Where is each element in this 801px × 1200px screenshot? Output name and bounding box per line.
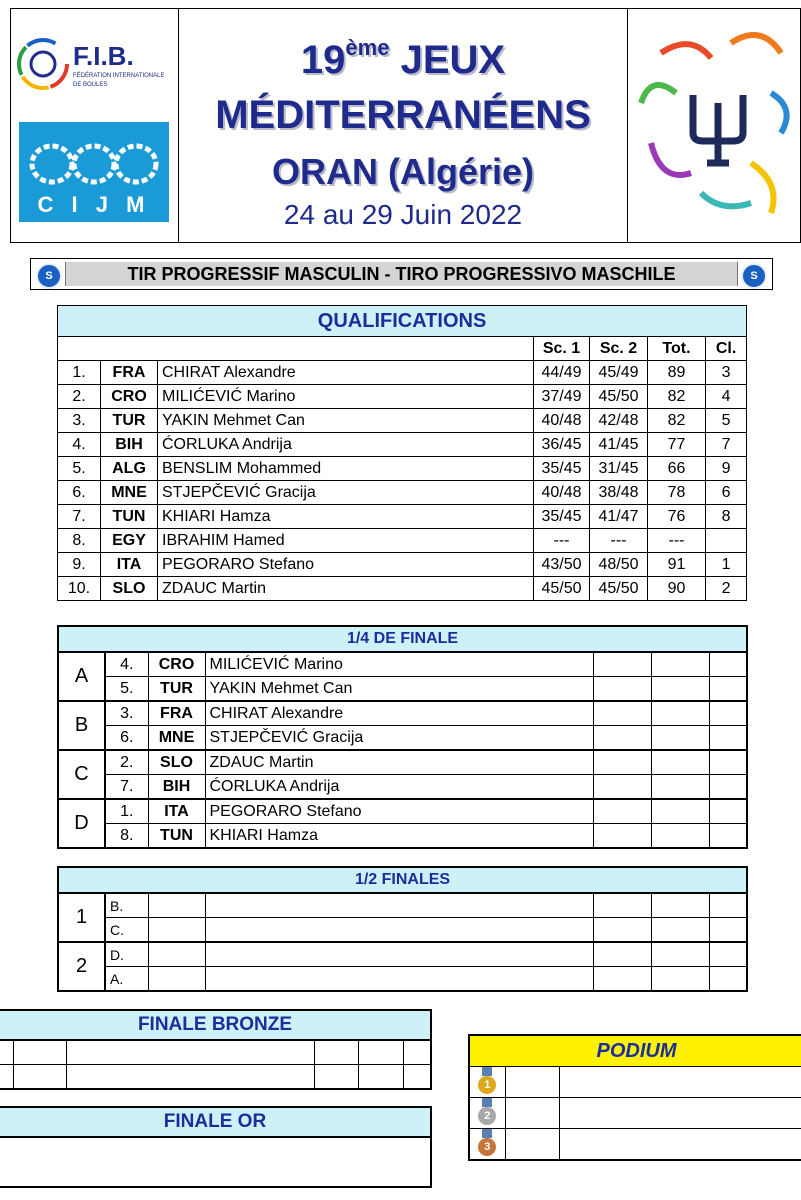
rank-cell: 5. xyxy=(58,457,101,481)
qualifications-table xyxy=(57,305,747,601)
table-row xyxy=(58,481,747,505)
sport-badge-icon: S xyxy=(36,263,62,289)
classement-cell: 1 xyxy=(706,553,747,577)
table-row xyxy=(0,1137,431,1187)
country-cell: CRO xyxy=(101,385,158,409)
sport-badge-icon: S xyxy=(741,263,767,289)
player-name: ZDAUC Martin xyxy=(158,577,534,601)
country-cell: MNE xyxy=(148,726,205,751)
table-row xyxy=(58,577,747,601)
table-row xyxy=(58,361,747,385)
score-cell xyxy=(651,775,709,800)
country-cell: BIH xyxy=(148,775,205,800)
title-line-2: MÉDITERRANÉENS xyxy=(215,93,591,137)
score-2-cell: 41/47 xyxy=(590,505,648,529)
table-row xyxy=(58,824,747,849)
podium-row xyxy=(469,1067,801,1098)
country-cell: ITA xyxy=(148,799,205,824)
podium-table xyxy=(468,1034,801,1161)
score-cell xyxy=(709,942,747,967)
score-1-cell: 36/45 xyxy=(534,433,590,457)
slot-label: C. xyxy=(105,918,148,943)
score-1-cell: 43/50 xyxy=(534,553,590,577)
table-row xyxy=(58,942,747,967)
table-row xyxy=(58,505,747,529)
fib-logo-subtext: FÉDÉRATION INTERNATIONALE xyxy=(73,73,165,79)
score-cell xyxy=(593,942,651,967)
classement-cell: 2 xyxy=(706,577,747,601)
finale-or-table xyxy=(0,1106,432,1188)
seed-cell: 5. xyxy=(105,677,148,702)
header-divider xyxy=(627,9,628,242)
player-name: KHIARI Hamza xyxy=(158,505,534,529)
country-cell xyxy=(148,918,205,943)
column-header: Sc. 2 xyxy=(590,337,648,361)
finale-or-title: FINALE OR xyxy=(0,1107,431,1137)
score-2-cell: 45/50 xyxy=(590,577,648,601)
score-1-cell: 40/48 xyxy=(534,409,590,433)
total-cell: 76 xyxy=(648,505,706,529)
fib-logo xyxy=(17,27,175,107)
event-header xyxy=(10,8,801,243)
table-row xyxy=(58,726,747,751)
score-1-cell: --- xyxy=(534,529,590,553)
table-row xyxy=(58,967,747,992)
podium-name-cell xyxy=(559,1129,801,1161)
cijm-logo-text: C I J M xyxy=(37,192,151,217)
finale-bronze-title: FINALE BRONZE xyxy=(0,1010,431,1040)
country-cell: ITA xyxy=(101,553,158,577)
score-cell xyxy=(709,893,747,918)
slot-label: A. xyxy=(105,967,148,992)
score-cell xyxy=(593,824,651,849)
player-name: ĆORLUKA Andrija xyxy=(158,433,534,457)
cijm-logo xyxy=(19,122,169,222)
medal-cell xyxy=(469,1067,505,1098)
score-1-cell: 35/45 xyxy=(534,457,590,481)
country-cell: BIH xyxy=(101,433,158,457)
score-2-cell: 48/50 xyxy=(590,553,648,577)
score-1-cell: 45/50 xyxy=(534,577,590,601)
total-cell: 78 xyxy=(648,481,706,505)
score-cell xyxy=(651,918,709,943)
fib-logo-subtext: DE BOULES xyxy=(73,82,108,88)
total-cell: 89 xyxy=(648,361,706,385)
seed-cell: 4. xyxy=(105,652,148,677)
podium-country-cell xyxy=(505,1129,559,1161)
title-line-3: ORAN (Algérie) xyxy=(271,151,535,192)
semi-finals-table xyxy=(57,866,748,992)
player-name: ZDAUC Martin xyxy=(205,750,593,775)
score-cell xyxy=(651,750,709,775)
score-cell xyxy=(651,726,709,751)
score-1-cell: 37/49 xyxy=(534,385,590,409)
country-cell: SLO xyxy=(101,577,158,601)
player-name: IBRAHIM Hamed xyxy=(158,529,534,553)
classement-cell xyxy=(706,529,747,553)
seed-cell: 3. xyxy=(105,701,148,726)
classement-cell: 3 xyxy=(706,361,747,385)
total-cell: 91 xyxy=(648,553,706,577)
score-cell xyxy=(593,967,651,992)
score-cell xyxy=(593,750,651,775)
classement-cell: 4 xyxy=(706,385,747,409)
group-label: B xyxy=(58,701,105,750)
table-row xyxy=(58,775,747,800)
table-row xyxy=(58,677,747,702)
quarter-finals-title: 1/4 DE FINALE xyxy=(58,626,747,652)
player-name: KHIARI Hamza xyxy=(205,824,593,849)
rank-cell: 2. xyxy=(58,385,101,409)
medal-ribbon xyxy=(482,1067,492,1076)
group-label: A xyxy=(58,652,105,701)
podium-name-cell xyxy=(559,1098,801,1129)
player-name: PEGORARO Stefano xyxy=(205,799,593,824)
player-name: CHIRAT Alexandre xyxy=(205,701,593,726)
rank-cell: 4. xyxy=(58,433,101,457)
slot-label: D. xyxy=(105,942,148,967)
score-cell xyxy=(709,652,747,677)
column-header: Tot. xyxy=(648,337,706,361)
table-row xyxy=(58,701,747,726)
table-row xyxy=(58,457,747,481)
medal-icon xyxy=(478,1129,496,1153)
country-cell: TUR xyxy=(101,409,158,433)
table-row xyxy=(58,893,747,918)
country-cell: FRA xyxy=(101,361,158,385)
country-cell: TUN xyxy=(101,505,158,529)
rank-cell: 7. xyxy=(58,505,101,529)
player-name: MILIĆEVIĆ Marino xyxy=(205,652,593,677)
total-cell: 66 xyxy=(648,457,706,481)
column-header: Cl. xyxy=(706,337,747,361)
country-cell xyxy=(148,893,205,918)
score-cell xyxy=(709,918,747,943)
score-cell xyxy=(709,677,747,702)
country-cell: TUR xyxy=(148,677,205,702)
country-cell: FRA xyxy=(148,701,205,726)
quarter-finals-table xyxy=(57,625,748,849)
player-name xyxy=(205,942,593,967)
score-2-cell: 45/49 xyxy=(590,361,648,385)
oran-emblem-icon xyxy=(631,13,799,239)
title-dates: 24 au 29 Juin 2022 xyxy=(283,199,523,230)
score-cell xyxy=(651,799,709,824)
score-cell xyxy=(709,824,747,849)
table-row xyxy=(58,529,747,553)
group-label: 1 xyxy=(58,893,105,942)
player-name: BENSLIM Mohammed xyxy=(158,457,534,481)
qualifications-title: QUALIFICATIONS xyxy=(58,306,747,337)
podium-row xyxy=(469,1098,801,1129)
medal-place: 3 xyxy=(478,1138,496,1156)
total-cell: 90 xyxy=(648,577,706,601)
podium-country-cell xyxy=(505,1067,559,1098)
score-cell xyxy=(593,893,651,918)
player-name: MILIĆEVIĆ Marino xyxy=(158,385,534,409)
table-row xyxy=(58,750,747,775)
fib-emblem-icon xyxy=(17,31,69,97)
rank-cell: 3. xyxy=(58,409,101,433)
rank-cell: 10. xyxy=(58,577,101,601)
podium-title: PODIUM xyxy=(469,1035,801,1067)
medal-ribbon xyxy=(482,1098,492,1107)
country-cell: CRO xyxy=(148,652,205,677)
country-cell: EGY xyxy=(101,529,158,553)
player-name xyxy=(205,893,593,918)
score-cell xyxy=(593,701,651,726)
country-cell: TUN xyxy=(148,824,205,849)
rings-icon xyxy=(19,134,169,194)
player-name: ĆORLUKA Andrija xyxy=(205,775,593,800)
medal-icon xyxy=(478,1098,496,1122)
player-name: STJEPČEVIĆ Gracija xyxy=(205,726,593,751)
total-cell: 82 xyxy=(648,385,706,409)
title-line-1: 19ème JEUX xyxy=(300,35,506,82)
score-cell xyxy=(651,652,709,677)
score-cell xyxy=(593,918,651,943)
classement-cell: 7 xyxy=(706,433,747,457)
country-cell xyxy=(148,942,205,967)
score-cell xyxy=(651,967,709,992)
player-name xyxy=(205,918,593,943)
classement-cell: 9 xyxy=(706,457,747,481)
score-2-cell: 42/48 xyxy=(590,409,648,433)
discipline-banner xyxy=(30,258,773,290)
qualifications-header-row xyxy=(58,337,747,361)
finale-bronze-table xyxy=(0,1009,432,1090)
table-row xyxy=(58,409,747,433)
score-1-cell: 35/45 xyxy=(534,505,590,529)
classement-cell: 6 xyxy=(706,481,747,505)
seed-cell: 8. xyxy=(105,824,148,849)
medal-cell xyxy=(469,1129,505,1161)
total-cell: 82 xyxy=(648,409,706,433)
score-2-cell: 45/50 xyxy=(590,385,648,409)
score-cell xyxy=(651,893,709,918)
table-row xyxy=(0,1040,431,1065)
score-cell xyxy=(709,701,747,726)
table-row xyxy=(58,799,747,824)
score-cell xyxy=(593,652,651,677)
score-cell xyxy=(593,799,651,824)
classement-cell: 8 xyxy=(706,505,747,529)
score-cell xyxy=(593,677,651,702)
seed-cell: 2. xyxy=(105,750,148,775)
fib-logo-text: F.I.B. xyxy=(73,41,134,71)
total-cell: --- xyxy=(648,529,706,553)
semi-finals-title: 1/2 FINALES xyxy=(58,867,747,893)
score-1-cell: 40/48 xyxy=(534,481,590,505)
score-cell xyxy=(651,942,709,967)
country-cell: MNE xyxy=(101,481,158,505)
rank-cell: 1. xyxy=(58,361,101,385)
score-cell xyxy=(651,677,709,702)
medal-place: 2 xyxy=(478,1107,496,1125)
table-row xyxy=(0,1065,431,1090)
score-2-cell: 38/48 xyxy=(590,481,648,505)
score-2-cell: --- xyxy=(590,529,648,553)
score-cell xyxy=(593,775,651,800)
table-row xyxy=(58,553,747,577)
score-cell xyxy=(709,726,747,751)
medal-place: 1 xyxy=(478,1076,496,1094)
classement-cell: 5 xyxy=(706,409,747,433)
table-row xyxy=(58,918,747,943)
player-name: YAKIN Mehmet Can xyxy=(205,677,593,702)
score-2-cell: 31/45 xyxy=(590,457,648,481)
slot-label: B. xyxy=(105,893,148,918)
table-row xyxy=(58,385,747,409)
table-row xyxy=(58,433,747,457)
score-1-cell: 44/49 xyxy=(534,361,590,385)
group-label: D xyxy=(58,799,105,848)
score-cell xyxy=(709,799,747,824)
rank-cell: 6. xyxy=(58,481,101,505)
player-name: PEGORARO Stefano xyxy=(158,553,534,577)
total-cell: 77 xyxy=(648,433,706,457)
seed-cell: 1. xyxy=(105,799,148,824)
rank-cell: 9. xyxy=(58,553,101,577)
player-name: YAKIN Mehmet Can xyxy=(158,409,534,433)
player-name xyxy=(205,967,593,992)
table-row xyxy=(58,652,747,677)
group-label: 2 xyxy=(58,942,105,991)
player-name: STJEPČEVIĆ Gracija xyxy=(158,481,534,505)
rank-cell: 8. xyxy=(58,529,101,553)
medal-icon xyxy=(478,1067,496,1091)
medal-cell xyxy=(469,1098,505,1129)
podium-name-cell xyxy=(559,1067,801,1098)
country-cell: ALG xyxy=(101,457,158,481)
score-cell xyxy=(709,775,747,800)
score-cell xyxy=(651,824,709,849)
seed-cell: 6. xyxy=(105,726,148,751)
score-cell xyxy=(709,750,747,775)
discipline-title: TIR PROGRESSIF MASCULIN - TIRO PROGRESSIVO MASCHILE xyxy=(65,262,738,286)
podium-row xyxy=(469,1129,801,1161)
score-cell xyxy=(651,701,709,726)
score-cell xyxy=(709,967,747,992)
column-header: Sc. 1 xyxy=(534,337,590,361)
country-cell: SLO xyxy=(148,750,205,775)
player-name: CHIRAT Alexandre xyxy=(158,361,534,385)
score-cell xyxy=(593,726,651,751)
score-2-cell: 41/45 xyxy=(590,433,648,457)
medal-ribbon xyxy=(482,1129,492,1138)
podium-country-cell xyxy=(505,1098,559,1129)
oran-games-logo xyxy=(631,13,799,239)
group-label: C xyxy=(58,750,105,799)
country-cell xyxy=(148,967,205,992)
seed-cell: 7. xyxy=(105,775,148,800)
